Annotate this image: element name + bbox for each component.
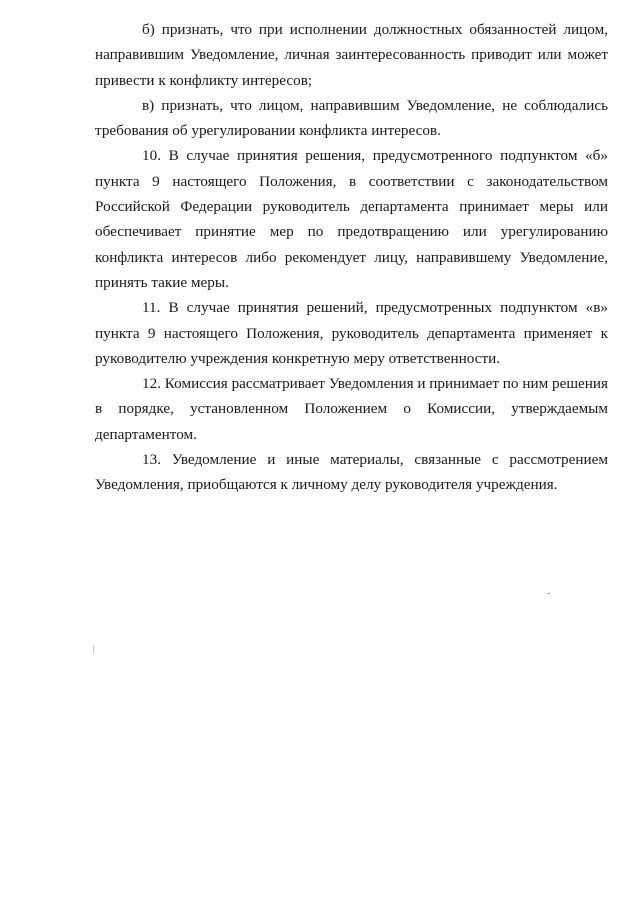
paragraph-11: 11. В случае принятия решений, предусмотренных подпунктом «в» пункта 9 настоящего Положения, руководитель департамента применяет к руководителю учреждения конкретную меру ответственности. [95,299,608,367]
paragraph-12: 12. Комиссия рассматривает Уведомления и принимает по ним решения в порядке, установленном Положением о Комиссии, утверждаемым департаментом. [95,375,608,443]
paragraph-v: в) признать, что лицом, направившим Уведомление, не соблюдались требования об урегулировании конфликта интересов. [95,96,608,140]
scan-speck [548,593,550,594]
scan-speck [93,645,94,653]
paragraph-13: 13. Уведомление и иные материалы, связанные с рассмотрением Уведомления, приобщаются к личному делу руководителя учреждения. [95,451,608,494]
document-body [95,17,608,498]
paragraph-10: 10. В случае принятия решения, предусмотренного подпунктом «б» пункта 9 настоящего Положения, в соответствии с законодательством Российской Федерации руководитель департамента принимает меры или обеспечивает принятие мер по предотвращению или урегулированию конфликта интересов либо рекомендует лицу, направившему Уведомление, принять такие меры. [95,147,608,291]
paragraph-b: б) признать, что при исполнении должностных обязанностей лицом, направившим Уведомление, личная заинтересованность приводит или может привести к конфликту интересов; [95,21,608,89]
